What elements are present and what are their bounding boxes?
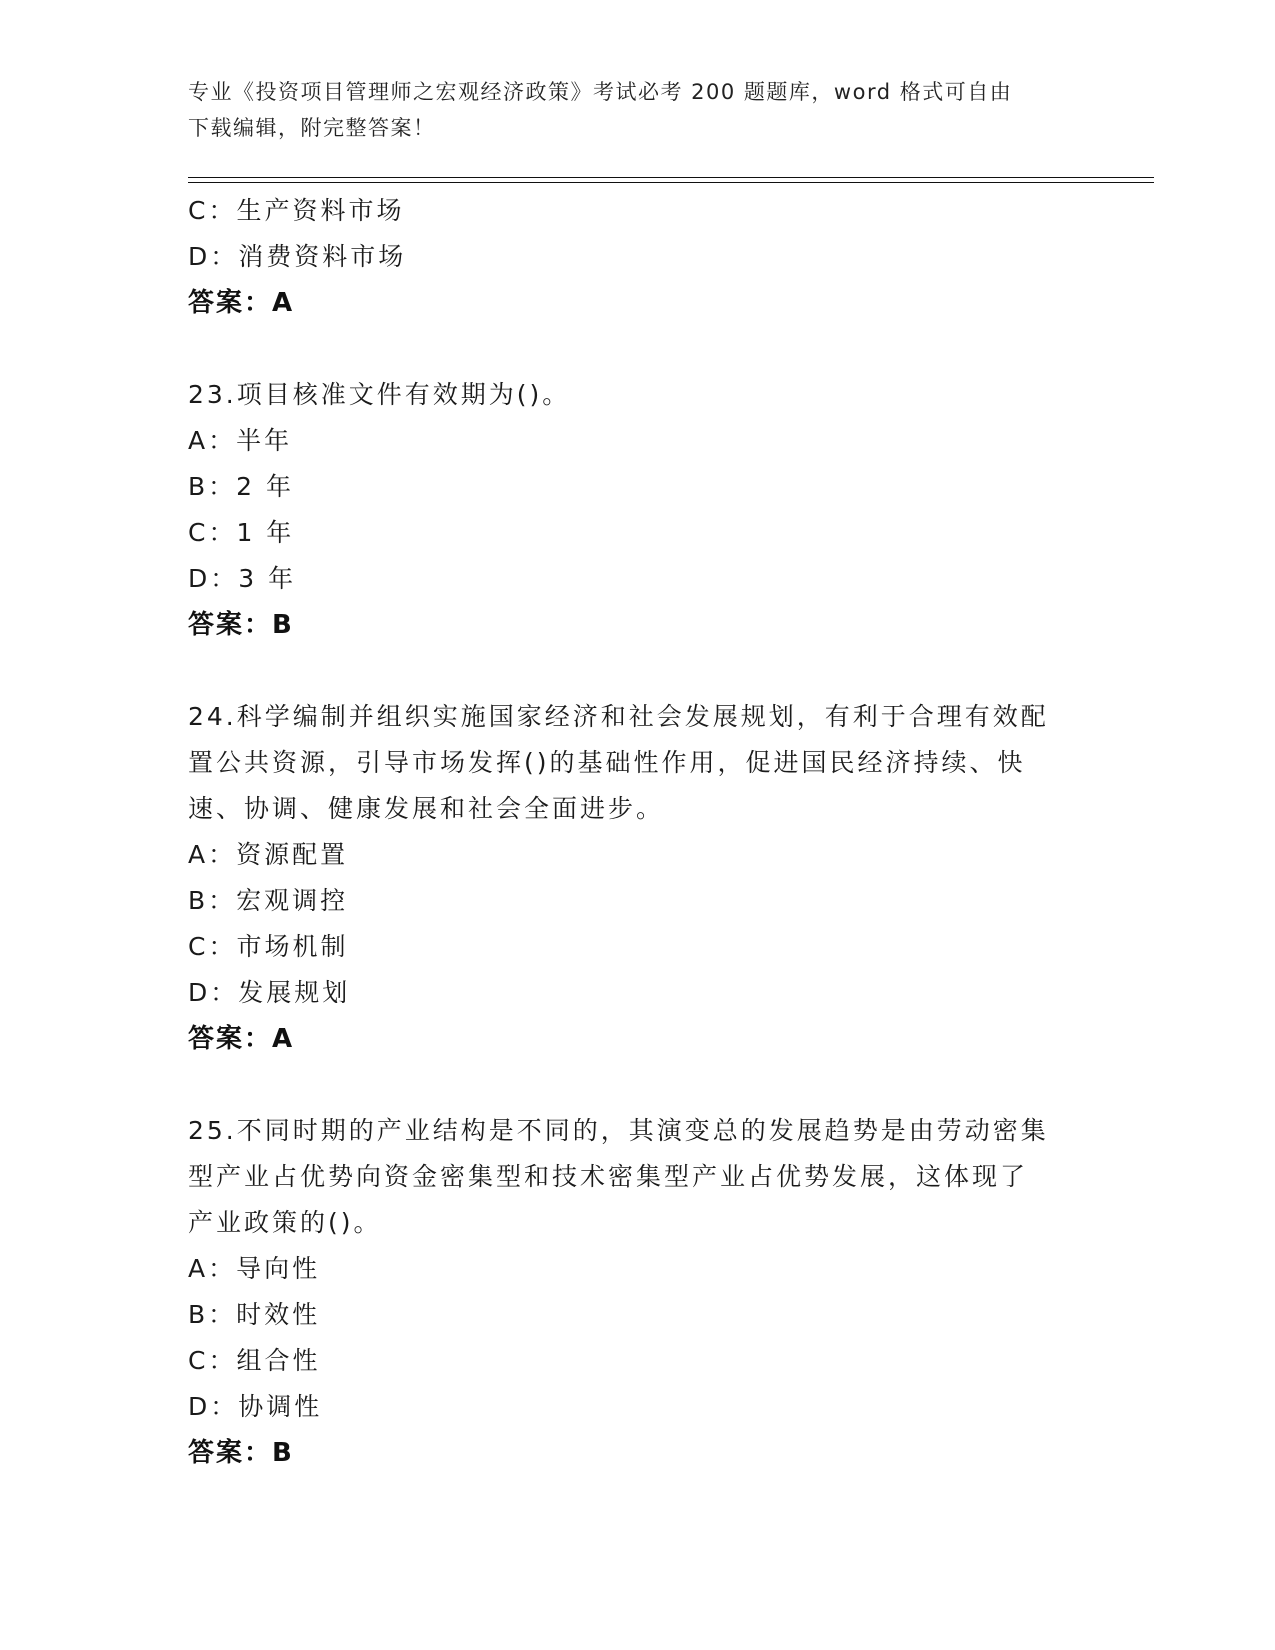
option-b: B：宏观调控 (188, 886, 349, 915)
option-c: C：生产资料市场 (188, 196, 405, 225)
answer: 答案：B (188, 1438, 294, 1468)
question-stem-line-3: 速、协调、健康发展和社会全面进步。 (188, 794, 665, 823)
option-d: D：协调性 (188, 1392, 323, 1421)
document-header (188, 74, 1088, 146)
question-stem-line-2: 置公共资源，引导市场发挥()的基础性作用，促进国民经济持续、快 (188, 748, 1026, 777)
question-25 (188, 1108, 1088, 1476)
spacer (188, 1062, 1088, 1108)
option-d: D：消费资料市场 (188, 242, 407, 271)
option-d: D：3 年 (188, 564, 297, 593)
option-d: D：发展规划 (188, 978, 351, 1007)
option-c: C：组合性 (188, 1346, 321, 1375)
question-stem-line-3: 产业政策的()。 (188, 1208, 382, 1237)
spacer (188, 648, 1088, 694)
option-c: C：1 年 (188, 518, 295, 547)
option-b: B：时效性 (188, 1300, 321, 1329)
answer: 答案：A (188, 1024, 295, 1054)
header-divider-top (188, 177, 1154, 178)
option-c: C：市场机制 (188, 932, 349, 961)
header-title-line-2: 下载编辑，附完整答案！ (188, 116, 436, 140)
option-a: A：导向性 (188, 1254, 321, 1283)
option-b: B：2 年 (188, 472, 295, 501)
option-a: A：资源配置 (188, 840, 349, 869)
question-stem-line-2: 型产业占优势向资金密集型和技术密集型产业占优势发展，这体现了 (188, 1162, 1029, 1191)
question-stem-line-1: 24.科学编制并组织实施国家经济和社会发展规划，有利于合理有效配 (188, 702, 1049, 731)
question-stem: 23.项目核准文件有效期为()。 (188, 380, 571, 409)
option-a: A：半年 (188, 426, 293, 455)
answer: 答案：A (188, 288, 295, 318)
question-list (188, 188, 1088, 1476)
header-title-line-1: 专业《投资项目管理师之宏观经济政策》考试必考 200 题题库，word 格式可自由 (188, 80, 1013, 104)
header-divider-bottom (188, 182, 1154, 183)
question-24 (188, 694, 1088, 1062)
answer: 答案：B (188, 610, 294, 640)
question-stem-line-1: 25.不同时期的产业结构是不同的，其演变总的发展趋势是由劳动密集 (188, 1116, 1049, 1145)
question-22 (188, 188, 1088, 326)
spacer (188, 326, 1088, 372)
question-23 (188, 372, 1088, 648)
